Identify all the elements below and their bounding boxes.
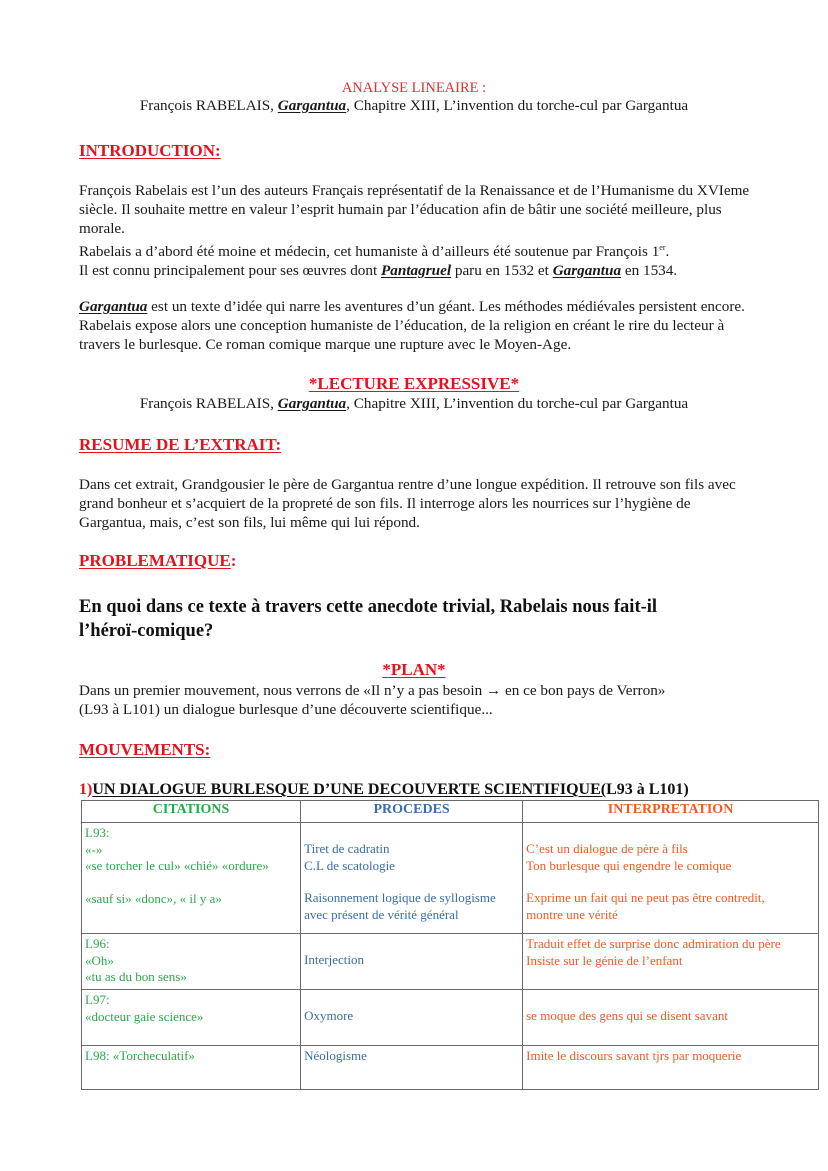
table-row (82, 934, 819, 990)
cell-line: montre une vérité (526, 906, 618, 922)
procedes-cell (301, 934, 523, 990)
table-row (82, 823, 819, 934)
plan-line-1: Dans un premier mouvement, nous verrons de «Il n’y a pas besoin → en ce bon pays de Verron» (79, 682, 666, 699)
procedes-cell (301, 1046, 523, 1090)
cell-line: Néologisme (304, 1048, 367, 1063)
cell-line: Traduit effet de surprise donc admiration du père (526, 936, 781, 951)
cell-spacer (304, 992, 519, 1008)
cell-spacer (526, 992, 815, 1008)
cell-line: Ton burlesque qui engendre le comique (526, 857, 732, 873)
citations-cell (82, 934, 301, 990)
cell-spacer (304, 825, 519, 841)
cell-line: «tu as du bon sens» (85, 969, 187, 984)
intro-text-2b: . (665, 243, 670, 260)
intro-text-2a: Rabelais a d’abord été moine et médecin, cet humaniste à d’ailleurs été soutenue par François 1 (79, 243, 660, 260)
cell-line: avec présent de vérité général (304, 906, 459, 922)
section-1-title (79, 781, 689, 799)
cell-line: Raisonnement logique de syllogisme (304, 890, 496, 905)
cell-line: Exprime un fait qui ne peut pas être contredit, (526, 890, 765, 905)
cell-line: C.L de scatologie (304, 857, 395, 873)
introduction-paragraph-1 (79, 181, 751, 280)
section-title-text: UN DIALOGUE BURLESQUE D’UNE DECOUVERTE SCIENTIFIQUE( (92, 781, 607, 798)
intro-text-3c: en 1534. (621, 262, 678, 279)
work-pantagruel: Pantagruel (381, 262, 452, 279)
subtitle-chapter: , Chapitre XIII, L’invention du torche-cul par Gargantua (346, 97, 689, 114)
problematique-colon: : (230, 551, 237, 570)
document-title: ANALYSE LINEAIRE : (341, 80, 487, 96)
cell-line: Imite le discours savant tjrs par moquerie (526, 1048, 742, 1063)
superscript-er: er (659, 243, 666, 252)
cell-line: Tiret de cadratin (304, 841, 390, 856)
cell-line: Insiste sur le génie de l’enfant (526, 952, 683, 968)
cell-line: «se torcher le cul» «chié» «ordure» (85, 858, 269, 873)
problematique-question: En quoi dans ce texte à travers cette anecdote trivial, Rabelais nous fait-il l’héroï-comique? (79, 597, 658, 641)
resume-paragraph: Dans cet extrait, Grandgousier le père de Gargantua rentre d’une longue expédition. Il retrouve son fils avec grand bonheur et s’acquiert de la propreté de son fils. Il interroge alors les nourrices sur l’hygiène de Gargantua, mais, c’est son fils, lui même qui lui répond. (79, 476, 736, 531)
lecture-chapter: , Chapitre XIII, L’invention du torche-cul par Gargantua (346, 395, 689, 412)
interpretation-cell (523, 990, 819, 1046)
cell-line: Interjection (304, 952, 365, 967)
citations-cell (82, 990, 301, 1046)
interpretation-cell (523, 1046, 819, 1090)
work-gargantua: Gargantua (552, 262, 622, 279)
procedes-cell (301, 823, 523, 934)
lecture-expressive-heading: *LECTURE EXPRESSIVE* (308, 374, 520, 393)
section-number: 1) (79, 781, 93, 798)
analysis-table (81, 800, 819, 1090)
cell-line: L93: (85, 825, 110, 840)
subtitle-author: François RABELAIS, (139, 97, 278, 114)
intro-text-3 (79, 261, 751, 280)
cell-line: C’est un dialogue de père à fils (526, 841, 688, 856)
cell-line: «docteur gaie science» (85, 1008, 204, 1024)
lecture-work: Gargantua (277, 395, 347, 412)
table-header-row (82, 801, 819, 823)
work-gargantua: Gargantua (79, 298, 148, 315)
plan-line-2: (L93 à L101) un dialogue burlesque d’une découverte scientifique... (79, 701, 493, 718)
intro-text-2 (79, 238, 751, 261)
cell-spacer (526, 874, 815, 890)
lecture-author: François RABELAIS, (139, 395, 278, 412)
cell-spacer (526, 825, 815, 841)
cell-line: «-» (85, 841, 103, 857)
subtitle-work: Gargantua (277, 97, 347, 114)
procedes-cell (301, 990, 523, 1046)
table-row (82, 1046, 819, 1090)
intro-p2-text: est un texte d’idée qui narre les aventures d’un géant. Les méthodes médiévales persistent encore. Rabelais expose alors une conception humaniste de l’éducation, de la religion en créant le rire du lecteur à travers le burlesque. Ce roman comique marque une rupture avec le Moyen-Age. (79, 298, 745, 353)
lecture-subtitle (0, 395, 828, 413)
cell-spacer (85, 875, 297, 891)
cell-line: L98: «Torcheculatif» (85, 1048, 195, 1063)
header-procedes: PROCEDES (301, 801, 523, 823)
section-line-range: L93 à L101) (606, 781, 689, 798)
intro-text-3b: paru en 1532 et (451, 262, 553, 279)
introduction-heading: INTRODUCTION: (79, 141, 221, 160)
header-citations: CITATIONS (82, 801, 301, 823)
cell-spacer (304, 936, 519, 952)
problematique-heading (79, 551, 236, 571)
header-interpretation: INTERPRETATION (523, 801, 819, 823)
cell-line: «sauf si» «donc», « il y a» (85, 890, 222, 906)
cell-line: L97: (85, 992, 110, 1007)
cell-line: Oxymore (304, 1008, 354, 1023)
interpretation-cell (523, 934, 819, 990)
plan-heading: *PLAN* (382, 660, 446, 679)
intro-text-3a: Il est connu principalement pour ses œuvres dont (79, 262, 381, 279)
cell-line: «Oh» (85, 952, 114, 968)
document-subtitle (0, 97, 828, 115)
intro-text-1: François Rabelais est l’un des auteurs Français représentatif de la Renaissance et de l’Humanisme du XVIeme siècle. Il souhaite mettre en valeur l’esprit humain par l’éducation afin de bâtir une société meilleure, plus morale. (79, 182, 750, 237)
problematique-label: PROBLEMATIQUE (79, 551, 231, 570)
table-row (82, 990, 819, 1046)
mouvements-heading: MOUVEMENTS: (79, 740, 211, 759)
citations-cell (82, 1046, 301, 1090)
interpretation-cell (523, 823, 819, 934)
introduction-paragraph-2 (79, 297, 751, 354)
resume-heading: RESUME DE L’EXTRAIT: (79, 435, 282, 454)
citations-cell (82, 823, 301, 934)
cell-spacer (304, 874, 519, 890)
cell-line: se moque des gens qui se disent savant (526, 1008, 728, 1023)
cell-line: L96: (85, 936, 110, 951)
